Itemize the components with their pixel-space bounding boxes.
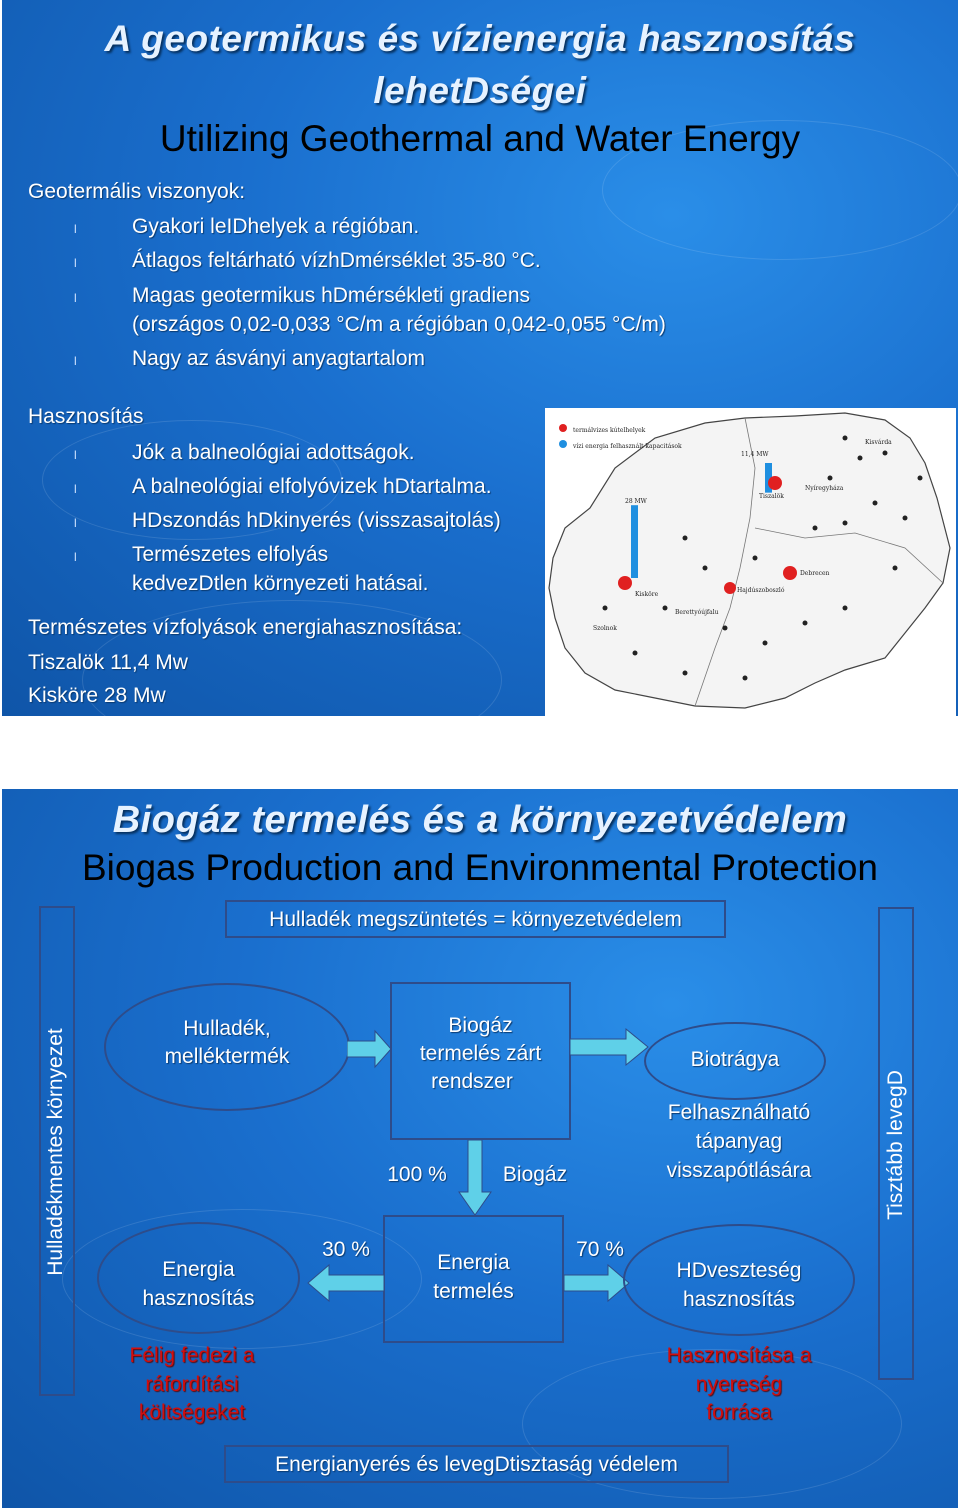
legend-hydro-label: vízi energia felhasznált kapacitások: [573, 443, 682, 450]
left-vertical-label: Hulladékmentes környezet: [44, 1028, 67, 1276]
utilization-item: HDszondás hDkinyerés (visszasajtolás): [132, 509, 501, 532]
bullet-marker: l: [74, 291, 77, 305]
legend-hydro-marker: [559, 440, 567, 448]
legend-well-marker: [559, 424, 567, 432]
section-heading-utilization: Hasznosítás: [28, 405, 144, 428]
percent-30-label: 30 %: [322, 1238, 370, 1261]
settlement-dot: [633, 651, 638, 656]
well-kiskore: [618, 576, 632, 590]
water-energy-item: Tiszalök 11,4 Mw: [28, 651, 188, 674]
place-label: Debrecen: [800, 570, 830, 577]
biogas-slide: [2, 789, 958, 1508]
heat-loss-ellipse: [623, 1224, 855, 1336]
geothermal-item: Átlagos feltárható vízhDmérséklet 35-80 °C.: [132, 249, 541, 272]
settlement-dot: [803, 621, 808, 626]
settlement-dot: [743, 676, 748, 681]
utilization-item: Jók a balneológiai adottságok.: [132, 441, 415, 464]
place-label: Hajdúszoboszló: [737, 587, 785, 594]
arrow-left-icon: [307, 1263, 385, 1303]
left-vertical-box: [39, 906, 75, 1396]
geothermal-item-continuation: (országos 0,02-0,033 °C/m a régióban 0,042-0,055 °C/m): [132, 313, 666, 336]
utilization-item: Természetes elfolyás: [132, 543, 329, 566]
settlement-dot: [828, 476, 833, 481]
settlement-dot: [703, 566, 708, 571]
settlement-dot: [883, 451, 888, 456]
settlement-dot: [843, 436, 848, 441]
settlement-dot: [843, 606, 848, 611]
slide2-title-hu: Biogáz termelés és a környezetvédelem: [112, 799, 848, 841]
fertilizer-note-line2: tápanyag: [695, 1130, 783, 1153]
legend-well-label: termálvizes kútelhelyek: [573, 427, 646, 434]
fertilizer-text: Biotrágya: [690, 1048, 780, 1071]
well-debrecen: [783, 566, 797, 580]
settlement-dot: [723, 626, 728, 631]
waste-elimination-box: [225, 900, 726, 938]
settlement-dot: [753, 556, 758, 561]
settlement-dot: [858, 456, 863, 461]
energy-air-protection-box: [224, 1445, 729, 1483]
slide1-title-en: Utilizing Geothermal and Water Energy: [159, 118, 801, 159]
cost-note-line3: költségeket: [138, 1401, 246, 1424]
settlement-dot: [893, 566, 898, 571]
energy-production-line1: Energia: [437, 1251, 510, 1274]
place-label: Kisvárda: [865, 439, 892, 446]
region-map-svg: [545, 408, 956, 716]
utilization-item-continuation: kedvezDtlen környezeti hatásai.: [132, 572, 429, 595]
geothermal-item: Gyakori leIDhelyek a régióban.: [132, 215, 420, 238]
place-label: Berettyóújfalu: [675, 609, 719, 616]
bullet-marker: l: [74, 256, 77, 270]
cost-note-line1: Félig fedezi a: [129, 1344, 255, 1367]
slide2-title-en: Biogas Production and Environmental Protection: [82, 847, 878, 888]
water-energy-item: Kisköre 28 Mw: [28, 684, 166, 707]
right-vertical-label: Tisztább levegD: [884, 1070, 907, 1220]
profit-note-line1: Hasznosítása a: [666, 1344, 812, 1367]
bullet-marker: l: [74, 222, 77, 236]
profit-note-line3: forrása: [706, 1401, 772, 1424]
heat-loss-line1: HDveszteség: [676, 1259, 802, 1282]
utilization-item: A balneológiai elfolyóvizek hDtartalma.: [132, 475, 492, 498]
arrow-right-icon: [570, 1027, 650, 1067]
energy-air-protection-text: Energianyerés és levegDtisztaság védelem: [275, 1453, 678, 1476]
place-label: Nyíregyháza: [805, 485, 844, 492]
settlement-dot: [873, 501, 878, 506]
arrow-right-icon: [564, 1263, 630, 1303]
hydro-bar-label-tiszalok: 11,4 MW: [741, 451, 769, 458]
settlement-dot: [683, 536, 688, 541]
hydro-bar-kiskore: [631, 505, 638, 578]
section-heading-geothermal: Geotermális viszonyok:: [28, 180, 246, 203]
percent-100-label: 100 %: [387, 1163, 447, 1186]
bullet-marker: l: [74, 482, 77, 496]
waste-text-line1: Hulladék,: [183, 1017, 271, 1040]
settlement-dot: [663, 606, 668, 611]
bullet-marker: l: [74, 550, 77, 564]
settlement-dot: [918, 476, 923, 481]
place-label: Szolnok: [593, 625, 617, 632]
geothermal-item: Magas geotermikus hDmérsékleti gradiens: [132, 284, 531, 307]
biogas-production-box: [390, 982, 571, 1140]
water-energy-heading: Természetes vízfolyások energiahasznosítása:: [28, 616, 463, 639]
settlement-dot: [683, 671, 688, 676]
bullet-marker: l: [74, 448, 77, 462]
slide1-title-hu-line2: lehetDségei: [373, 70, 587, 111]
profit-note-line2: nyereség: [695, 1373, 783, 1396]
biogas-text-line2: termelés zárt: [419, 1042, 542, 1065]
well-tiszalok: [768, 476, 782, 490]
slide1-title-hu-line1: A geotermikus és vízienergia hasznosítás: [104, 18, 856, 59]
arrow-right-icon: [347, 1029, 392, 1069]
fertilizer-note-line1: Felhasználható: [667, 1101, 811, 1124]
geothermal-item: Nagy az ásványi anyagtartalom: [132, 347, 425, 370]
energy-use-line2: hasznosítás: [142, 1287, 255, 1310]
waste-ellipse: [104, 983, 350, 1111]
arrow-down-icon: [458, 1140, 492, 1216]
settlement-dot: [813, 526, 818, 531]
place-label: Tiszalök: [759, 493, 784, 500]
fertilizer-ellipse: [644, 1022, 826, 1100]
settlement-dot: [763, 641, 768, 646]
energy-use-ellipse: [97, 1222, 300, 1334]
energy-production-line2: termelés: [433, 1280, 514, 1303]
biogas-text-line1: Biogáz: [448, 1014, 513, 1037]
settlement-dot: [903, 516, 908, 521]
waste-elimination-text: Hulladék megszüntetés = környezetvédelem: [269, 908, 682, 931]
waste-text-line2: melléktermék: [164, 1045, 290, 1068]
settlement-dot: [843, 521, 848, 526]
fertilizer-note-line3: visszapótlására: [666, 1159, 812, 1182]
place-label: Kisköre: [635, 591, 659, 598]
biogas-text-line3: rendszer: [431, 1070, 513, 1093]
energy-production-box: [383, 1215, 564, 1343]
cost-note-line2: ráfordítási: [145, 1373, 239, 1396]
settlement-dot: [603, 606, 608, 611]
well-hajduszoboszlo: [724, 582, 736, 594]
bullet-marker: l: [74, 516, 77, 530]
hydro-bar-label-kiskore: 28 MW: [625, 498, 647, 505]
heat-loss-line2: hasznosítás: [682, 1288, 796, 1311]
region-map: [545, 408, 956, 716]
right-vertical-box: [878, 907, 914, 1380]
energy-use-line1: Energia: [162, 1258, 235, 1281]
biogas-flow-label: Biogáz: [502, 1163, 568, 1186]
percent-70-label: 70 %: [576, 1238, 624, 1261]
bullet-marker: l: [74, 354, 77, 368]
